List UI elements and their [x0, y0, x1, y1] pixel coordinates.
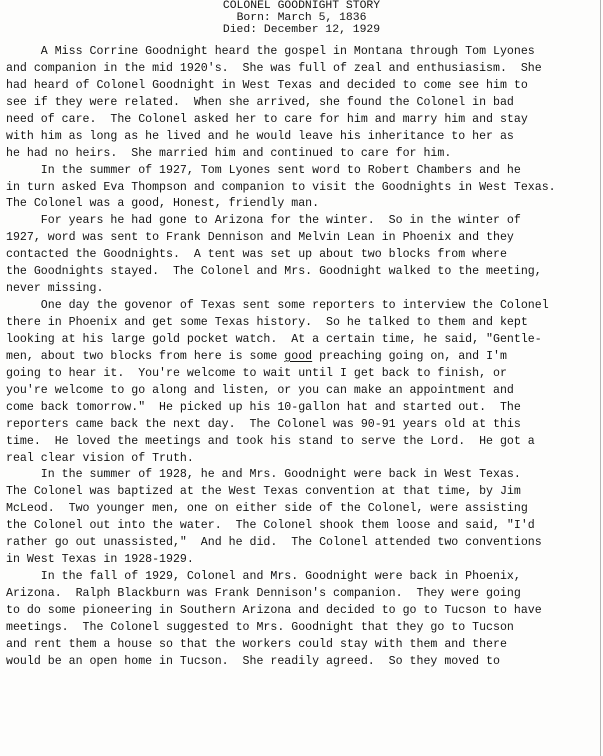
- text-line: would be an open home in Tucson. She readily agreed. So they moved to: [6, 654, 500, 668]
- text-line: there in Phoenix and get some Texas history. So he talked to them and kept: [6, 316, 528, 329]
- text-line: In the summer of 1928, he and Mrs. Goodnight were back in West Texas.: [6, 468, 521, 482]
- text-line: One day the govenor of Texas sent some reporters to interview the Colonel: [6, 299, 549, 313]
- text-line: time. He loved the meetings and took his stand to serve the Lord. He got a: [6, 434, 535, 448]
- text-line: and companion in the mid 1920's. She was full of zeal and enthusiasism. She: [6, 61, 542, 75]
- text-line: 1927, word was sent to Frank Dennison and Melvin Lean in Phoenix and they: [6, 231, 514, 245]
- document-header: [0, 0, 603, 36]
- text-line: and rent them a house so that the workers could stay with them and there: [6, 637, 507, 651]
- death-date: Died: December 12, 1929: [222, 24, 381, 36]
- text-line: never missing.: [6, 282, 104, 296]
- text-line: McLeod. Two younger men, one on either side of the Colonel, were assisting: [6, 502, 528, 516]
- text-line: with him as long as he lived and he would leave his inheritance to her as: [6, 129, 514, 143]
- text-line: in turn asked Eva Thompson and companion to visit the Goodnights in West Texas.: [6, 180, 556, 194]
- text-segment: men, about two blocks from here is some: [6, 349, 285, 363]
- text-line: he had no heirs. She married him and continued to care for him.: [6, 146, 452, 160]
- underlined-word: good: [284, 349, 313, 363]
- text-line: rather go out unassisted," And he did. The Colonel attended two conventions: [6, 536, 542, 550]
- text-line: the Goodnights stayed. The Colonel and Mrs. Goodnight walked to the meeting,: [6, 265, 542, 279]
- text-line: come back tomorrow." He picked up his 10-gallon hat and started out. The: [6, 400, 521, 414]
- text-line: In the fall of 1929, Colonel and Mrs. Goodnight were back in Phoenix,: [6, 570, 521, 584]
- text-line: in West Texas in 1928-1929.: [6, 553, 194, 567]
- text-line: The Colonel was baptized at the West Texas convention at that time, by Jim: [6, 485, 521, 499]
- text-segment: preaching going on, and I'm: [312, 349, 507, 363]
- text-line: real clear vision of Truth.: [6, 451, 194, 465]
- text-line: meetings. The Colonel suggested to Mrs. Goodnight that they go to Tucson: [6, 620, 514, 634]
- text-line: [6, 349, 596, 366]
- text-line: need of care. The Colonel asked her to care for him and marry him and stay: [6, 112, 528, 126]
- text-line: A Miss Corrine Goodnight heard the gospel in Montana through Tom Lyones: [6, 45, 535, 58]
- birth-date: Born: March 5, 1836: [236, 12, 367, 24]
- text-line: the Colonel out into the water. The Colonel shook them loose and said, "I'd: [6, 519, 535, 533]
- text-line: contacted the Goodnights. A tent was set up about two blocks from where: [6, 248, 507, 262]
- text-line: see if they were related. When she arrived, she found the Colonel in bad: [6, 95, 514, 109]
- document-title: COLONEL GOODNIGHT STORY: [222, 0, 381, 12]
- text-line: to do some pioneering in Southern Arizona and decided to go to Tucson to have: [6, 603, 542, 617]
- text-line: looking at his large gold pocket watch. At a certain time, he said, "Gentle-: [6, 332, 542, 346]
- text-line: In the summer of 1927, Tom Lyones sent word to Robert Chambers and he: [6, 163, 521, 177]
- text-line: Arizona. Ralph Blackburn was Frank Dennison's companion. They were going: [6, 587, 521, 600]
- text-line: had heard of Colonel Goodnight in West Texas and decided to come see him to: [6, 78, 528, 92]
- text-line: you're welcome to go along and listen, or you can make an appointment and: [6, 383, 514, 397]
- text-line: The Colonel was a good, Honest, friendly man.: [6, 197, 320, 211]
- text-line: For years he had gone to Arizona for the winter. So in the winter of: [6, 214, 521, 228]
- story-body: [6, 44, 596, 671]
- text-line: going to hear it. You're welcome to wait until I get back to finish, or: [6, 366, 507, 380]
- text-line: reporters came back the next day. The Colonel was 90-91 years old at this: [6, 417, 521, 431]
